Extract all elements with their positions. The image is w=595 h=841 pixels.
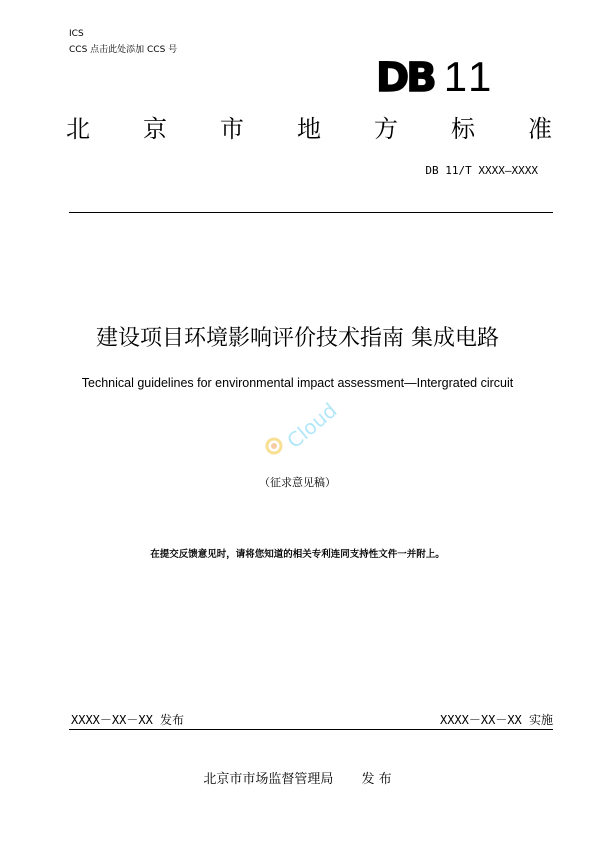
standard-type-char: 京 xyxy=(143,115,167,143)
cloud-watermark-icon xyxy=(258,388,348,463)
standard-type-char: 准 xyxy=(528,115,552,143)
standard-type-heading xyxy=(66,114,552,144)
top-divider xyxy=(69,212,553,213)
standard-type-char: 方 xyxy=(374,115,398,143)
db-logo-prefix: DB xyxy=(376,55,434,101)
ccs-code: CCS 点击此处添加 CCS 号 xyxy=(69,45,178,55)
ics-code: ICS xyxy=(69,29,84,39)
document-title-chinese: 建设项目环境影响评价技术指南 集成电路 xyxy=(96,326,499,351)
issuer-action: 发 布 xyxy=(361,772,392,787)
standard-type-char: 地 xyxy=(297,115,321,143)
db-standard-logo xyxy=(376,50,496,101)
standard-type-char: 北 xyxy=(66,115,90,143)
issuer-line xyxy=(0,768,595,787)
bottom-divider xyxy=(69,729,553,730)
patent-notice: 在提交反馈意见时，请将您知道的相关专利连同支持性文件一并附上。 xyxy=(150,549,445,560)
document-title-english: Technical guidelines for environmental impact assessment—Intergrated circuit xyxy=(81,376,514,390)
standard-type-char: 市 xyxy=(220,115,244,143)
standard-type-char: 标 xyxy=(451,115,475,143)
issuer-name: 北京市市场监督管理局 xyxy=(203,772,334,787)
document-number: DB 11/T XXXX—XXXX xyxy=(425,164,538,177)
publish-date: XXXX－XX－XX 发布 xyxy=(71,713,185,727)
draft-label: （征求意见稿） xyxy=(259,476,336,489)
implement-date: XXXX－XX－XX 实施 xyxy=(439,713,553,727)
watermark-text: Cloud xyxy=(282,398,342,454)
db-logo-number: 11 xyxy=(443,53,496,100)
